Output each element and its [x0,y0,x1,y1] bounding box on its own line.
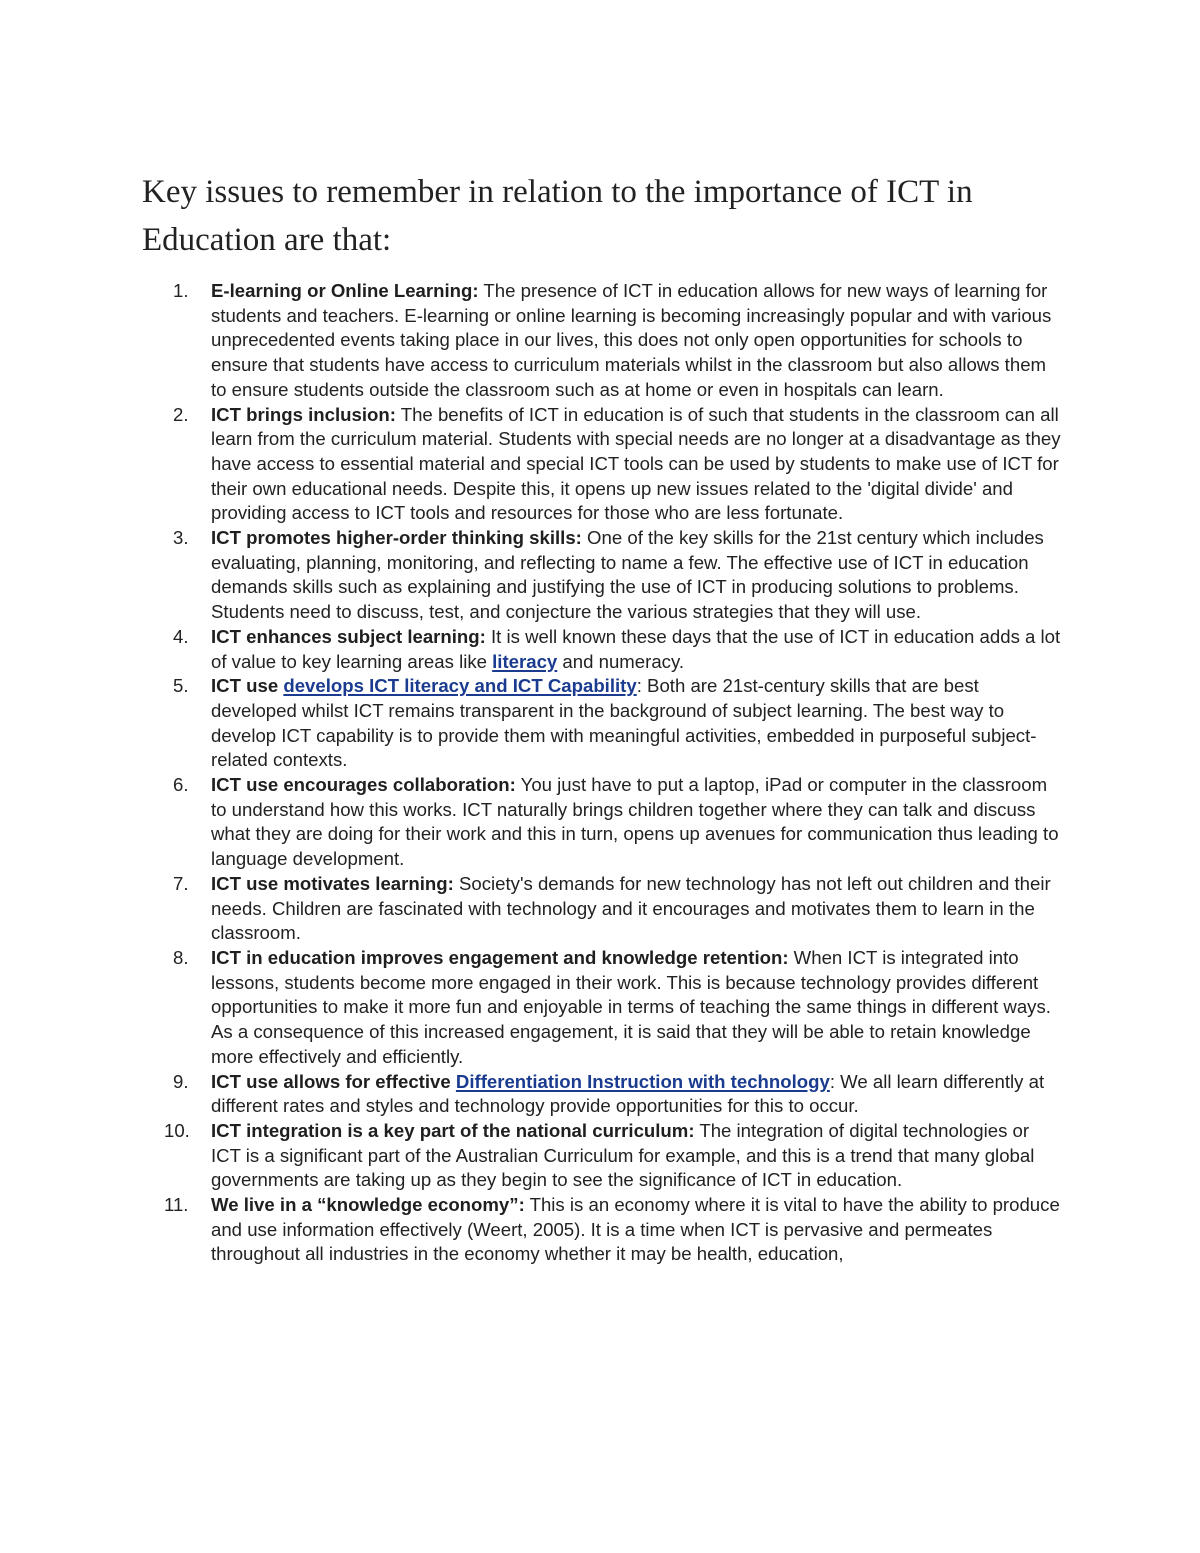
item-term: ICT enhances subject learning: [211,625,486,647]
literacy-link[interactable]: literacy [492,650,558,672]
list-number: 7. [173,872,189,894]
item-term: ICT use [211,675,279,697]
item-text: and numeracy. [557,650,685,672]
list-number: 11. [164,1194,189,1216]
item-text: The presence of ICT in education allows for new ways of learning for students and teachers. E-learning or online learning is becoming increasingly popular and with various unprecedented events taking place in our lives, this does not only open opportunities for schools to ensure that students have access to curriculum materials whilst in the classroom but also allows them to ensure students outside the classroom such as at home or even in hospitals can learn. [211,280,1052,400]
page-title: Key issues to remember in relation to the importance of ICT in Education are that: [142,174,973,258]
list-number: 4. [173,625,189,647]
list-number: 10. [164,1119,190,1141]
item-term: ICT promotes higher-order thinking skills: [211,527,582,549]
list-item [0,403,1061,527]
list-item [0,946,1061,1070]
item-text: : Both are 21st-century skills that are best developed whilst ICT remains transparent in the background of subject learning. The best way to develop ICT capability is to provide them with meaningful activities, embedded in purposeful subject-related contexts. [211,675,1037,771]
list-number: 2. [173,403,189,425]
list-number: 9. [173,1070,189,1092]
list-item [0,1070,1061,1119]
list-item [0,872,1061,946]
item-term: ICT use motivates learning: [211,872,454,894]
list-number: 8. [173,946,189,968]
list-item [0,1119,1061,1193]
list-item [0,674,1061,773]
list-number: 5. [173,675,189,697]
item-text: : We all learn differently at different rates and styles and technology provide opportunities for this to occur. [211,1070,1045,1117]
item-term: ICT in education improves engagement and knowledge retention: [211,946,789,968]
list-number: 3. [173,527,189,549]
item-text: Society's demands for new technology has not left out children and their needs. Children are fascinated with technology and it encourages and motivates them to learn in the classroom. [211,872,1051,944]
list-item [0,773,1061,872]
item-term: ICT use allows for effective [211,1070,451,1092]
item-term: ICT brings inclusion: [211,403,396,425]
item-term: ICT use encourages collaboration: [211,774,516,796]
list-item [0,625,1061,674]
list-item [0,526,1061,625]
item-text: The benefits of ICT in education is of such that students in the classroom can all learn from the curriculum material. Students with special needs are no longer at a disadvantage as they have access to essential material and special ICT tools can be used by students to make use of ICT for their own educational needs. Despite this, it opens up new issues related to the 'digital divide' and providing access to ICT tools and resources for those who are less fortunate. [211,403,1061,524]
ict-capability-link[interactable]: develops ICT literacy and ICT Capability [283,675,637,697]
item-text: You just have to put a laptop, iPad or computer in the classroom to understand how this works. ICT naturally brings children together where they can talk and discuss what they are doing for their work and this in turn, opens up avenues for communication thus leading to language development. [211,774,1059,870]
item-text: It is well known these days that the use of ICT in education adds a lot of value to key learning areas like [211,625,1061,672]
list-item [0,279,1061,403]
list-item [0,1193,1061,1267]
item-term: ICT integration is a key part of the national curriculum: [211,1119,695,1141]
list-number: 1. [173,280,189,301]
item-text: One of the key skills for the 21st century which includes evaluating, planning, monitoring, and reflecting to name a few. The effective use of ICT in education demands skills such as explaining and justifying the use of ICT in producing solutions to problems. Students need to discuss, test, and conjecture the various strategies that they will use. [211,527,1044,623]
item-term: We live in a “knowledge economy”: [211,1194,525,1216]
item-text: This is an economy where it is vital to have the ability to produce and use information effectively (Weert, 2005). It is a time when ICT is pervasive and permeates throughout all industries in the economy whether it may be health, education, [211,1194,1060,1265]
differentiation-instruction-link[interactable]: Differentiation Instruction with technology [455,1070,830,1092]
item-term: E-learning or Online Learning: [211,280,479,301]
item-text: The integration of digital technologies or ICT is a significant part of the Australian Curriculum for example, and this is a trend that many global governments are taking up as they begin to see the significance of ICT in education. [211,1119,1035,1191]
key-issues-list [0,279,1061,1267]
list-number: 6. [173,774,189,796]
item-text: When ICT is integrated into lessons, students become more engaged in their work. This is because technology provides different opportunities to make it more fun and enjoyable in terms of teaching the same things in different ways. As a consequence of this increased engagement, it is said that they will be able to retain knowledge more effectively and efficiently. [211,946,1051,1067]
